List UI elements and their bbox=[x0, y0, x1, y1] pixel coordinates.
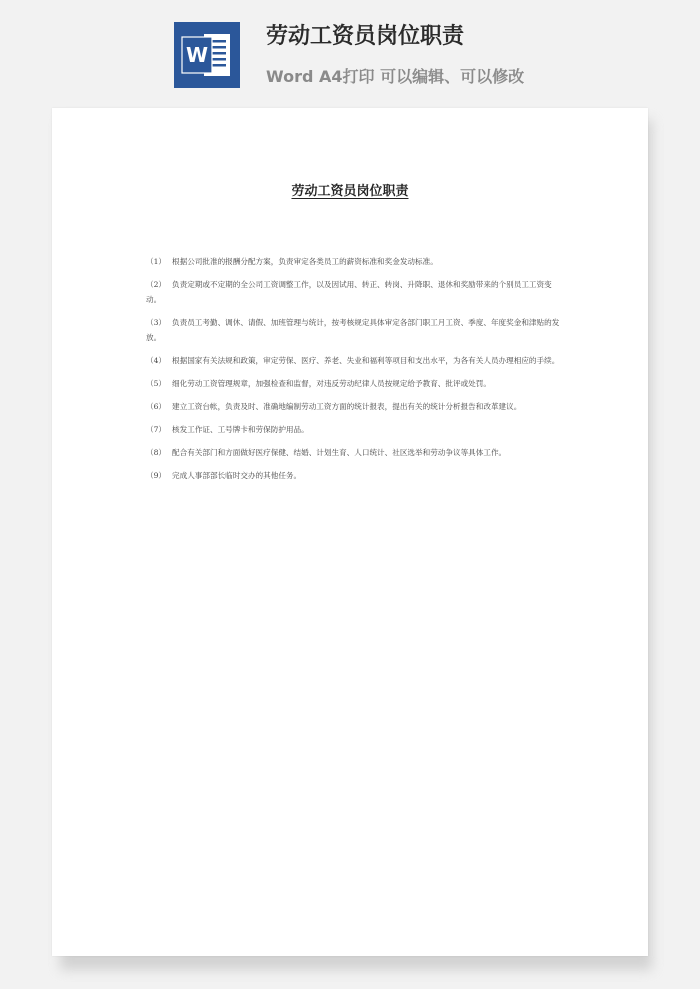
banner-title: 劳动工资员岗位职责 bbox=[266, 24, 465, 49]
duty-text: 负责员工考勤、调休、请假、加班管理与统计，按考核规定具体审定各部门职工月工资、季度、年度奖金和津贴的发放。 bbox=[146, 318, 560, 342]
duty-text: 配合有关部门和方面做好医疗保健、结婚、计划生育、人口统计、社区选举和劳动争议等具体工作。 bbox=[172, 448, 507, 457]
duty-number: （2） bbox=[146, 280, 167, 289]
duty-number: （5） bbox=[146, 379, 167, 388]
banner bbox=[0, 0, 700, 100]
list-item bbox=[146, 353, 564, 368]
duty-text: 负责定期或不定期的全公司工资调整工作，以及因试用、转正、转岗、升降职、退休和奖励带来的个别员工工资变动。 bbox=[146, 280, 552, 304]
list-item bbox=[146, 254, 564, 269]
list-item bbox=[146, 277, 564, 307]
duty-text: 建立工资台帐，负责及时、准确地编制劳动工资方面的统计报表，提出有关的统计分析报告和改革建议。 bbox=[172, 402, 522, 411]
duty-number: （6） bbox=[146, 402, 167, 411]
duty-number: （4） bbox=[146, 356, 167, 365]
list-item bbox=[146, 422, 564, 437]
duty-text: 根据国家有关法规和政策，审定劳保、医疗、养老、失业和福利等项目和支出水平，为各有关人员办理相应的手续。 bbox=[172, 356, 560, 365]
list-item bbox=[146, 399, 564, 414]
duty-number: （8） bbox=[146, 448, 167, 457]
duty-text: 细化劳动工资管理规章，加强检查和监督，对违反劳动纪律人员按规定给予教育、批评或处罚。 bbox=[172, 379, 491, 388]
duty-number: （3） bbox=[146, 318, 167, 327]
duty-text: 核发工作证、工号牌卡和劳保防护用品。 bbox=[172, 425, 309, 434]
word-icon bbox=[174, 22, 240, 88]
duty-number: （1） bbox=[146, 257, 167, 266]
document-page bbox=[52, 108, 648, 956]
duties-list bbox=[146, 254, 564, 491]
duty-number: （9） bbox=[146, 471, 167, 480]
list-item bbox=[146, 376, 564, 391]
list-item bbox=[146, 468, 564, 483]
list-item bbox=[146, 315, 564, 345]
banner-subtitle: Word A4打印 可以编辑、可以修改 bbox=[266, 67, 525, 86]
list-item bbox=[146, 445, 564, 460]
duty-number: （7） bbox=[146, 425, 167, 434]
word-icon-letter: W bbox=[185, 43, 209, 67]
duty-text: 根据公司批准的报酬分配方案，负责审定各类员工的薪资标准和奖金发动标准。 bbox=[172, 257, 438, 266]
duty-text: 完成人事部部长临时交办的其他任务。 bbox=[172, 471, 302, 480]
document-title: 劳动工资员岗位职责 bbox=[291, 184, 409, 199]
